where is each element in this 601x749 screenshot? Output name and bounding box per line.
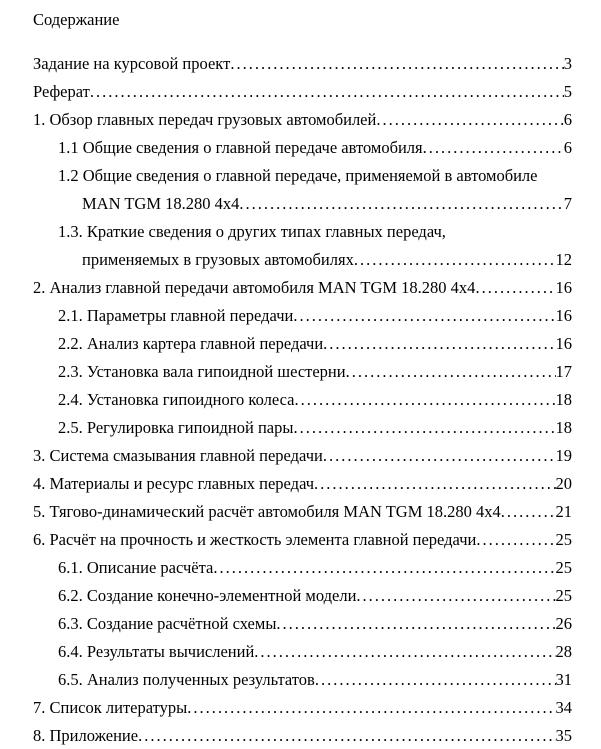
dot-leader	[501, 498, 556, 526]
toc-entry-line	[33, 526, 572, 554]
toc-entry-line	[33, 134, 572, 162]
dot-leader	[293, 302, 555, 330]
toc-entry-text: 3. Система смазывания главной передачи	[33, 446, 323, 465]
toc-entry-line	[33, 638, 572, 666]
toc-page-number: 25	[555, 558, 572, 577]
dot-leader	[315, 666, 556, 694]
toc-entry-line	[33, 246, 572, 274]
toc-entry-line	[33, 106, 572, 134]
toc-entry-text: 4. Материалы и ресурс главных передач	[33, 474, 315, 493]
toc-entry-line	[33, 470, 572, 498]
page-title: Содержание	[33, 10, 120, 29]
toc-entry-line	[33, 694, 572, 722]
dot-leader	[323, 330, 555, 358]
toc-entry-text: 6.1. Описание расчёта	[58, 558, 214, 577]
toc-entry-line	[33, 442, 572, 470]
toc-entry-line	[33, 218, 572, 246]
toc-entry-line	[33, 554, 572, 582]
toc-entry-line	[33, 50, 572, 78]
dot-leader	[346, 358, 556, 386]
toc-entry-text: 6.3. Создание расчётной схемы	[58, 614, 277, 633]
dot-leader	[90, 78, 564, 106]
toc-page-number: 26	[555, 614, 572, 633]
toc-entry-line	[33, 666, 572, 694]
toc-entry-text: 2.2. Анализ картера главной передачи	[58, 334, 324, 353]
toc-entry-text: Задание на курсовой проект	[33, 54, 231, 73]
dot-leader	[475, 274, 555, 302]
toc-entry-line	[33, 386, 572, 414]
toc-entry-text: 5. Тягово-динамический расчёт автомобиля MAN TGM 18.280 4x4	[33, 502, 501, 521]
dot-leader	[356, 582, 555, 610]
dot-leader	[138, 722, 555, 749]
toc-page-number: 18	[555, 390, 572, 409]
toc-entry-text: MAN TGM 18.280 4x4	[82, 194, 240, 213]
toc-entry-text: 2.4. Установка гипоидного колеса	[58, 390, 295, 409]
toc-page-number: 16	[555, 334, 572, 353]
dot-leader	[314, 470, 555, 498]
toc-page-number: 25	[555, 586, 572, 605]
toc-entry-text: 2.1. Параметры главной передачи	[58, 306, 294, 325]
dot-leader	[187, 694, 555, 722]
toc-entry-line	[33, 190, 572, 218]
toc-entry-line	[33, 610, 572, 638]
toc-entry-text: 6.5. Анализ полученных результатов	[58, 670, 315, 689]
toc-page-number: 16	[555, 306, 572, 325]
toc-page-number: 5	[563, 82, 572, 101]
toc-page-number: 6	[563, 138, 572, 157]
toc-page-number: 16	[555, 278, 572, 297]
dot-leader	[294, 386, 555, 414]
toc-page-number: 18	[555, 418, 572, 437]
toc-page-number: 6	[563, 110, 572, 129]
toc-entry-text: 1. Обзор главных передач грузовых автомобилей	[33, 110, 377, 129]
toc-entry-text: 1.2 Общие сведения о главной передаче, применяемой в автомобиле	[58, 166, 538, 185]
dot-leader	[230, 50, 563, 78]
toc-entry-text: 1.1 Общие сведения о главной передаче автомобиля	[58, 138, 423, 157]
toc-entry-text: 6.4. Результаты вычислений	[58, 642, 255, 661]
dot-leader	[354, 246, 556, 274]
toc-page-number: 34	[555, 698, 572, 717]
toc-page-number: 31	[555, 670, 572, 689]
dot-leader	[376, 106, 563, 134]
toc-entry-line	[33, 358, 572, 386]
toc-entry-text: 2.5. Регулировка гипоидной пары	[58, 418, 294, 437]
toc-entry-text: применяемых в грузовых автомобилях	[82, 250, 354, 269]
toc-page-number: 28	[555, 642, 572, 661]
toc-page-number: 21	[555, 502, 572, 521]
dot-leader	[276, 610, 555, 638]
dot-leader	[213, 554, 555, 582]
toc-entry-text: 8. Приложение	[33, 726, 139, 745]
dot-leader	[239, 190, 563, 218]
toc-entry-text: 6.2. Создание конечно-элементной модели	[58, 586, 357, 605]
toc-page-number: 7	[563, 194, 572, 213]
toc-page-number: 20	[555, 474, 572, 493]
toc-entry-line	[33, 722, 572, 749]
toc-entry-line	[33, 302, 572, 330]
dot-leader	[323, 442, 556, 470]
dot-leader	[423, 134, 564, 162]
toc-entry-text: 1.3. Краткие сведения о других типах главных передач,	[58, 222, 446, 241]
toc-entry-text: 6. Расчёт на прочность и жесткость элемента главной передачи	[33, 530, 477, 549]
toc-entry-line	[33, 274, 572, 302]
toc-entry-line	[33, 78, 572, 106]
dot-leader	[476, 526, 555, 554]
toc-page-number: 12	[555, 250, 572, 269]
dot-leader	[293, 414, 555, 442]
toc-entry-text: 7. Список литературы	[33, 698, 188, 717]
dot-leader	[254, 638, 555, 666]
toc-entry-line	[33, 330, 572, 358]
toc-entry-line	[33, 162, 572, 190]
toc-page-number: 3	[563, 54, 572, 73]
toc-entry-text: Реферат	[33, 82, 90, 101]
toc-page-number: 35	[555, 726, 572, 745]
toc-page-number: 17	[555, 362, 572, 381]
table-of-contents	[33, 50, 572, 749]
toc-entry-line	[33, 498, 572, 526]
toc-page-number: 19	[555, 446, 572, 465]
toc-entry-line	[33, 414, 572, 442]
toc-entry-line	[33, 582, 572, 610]
toc-page-number: 25	[555, 530, 572, 549]
toc-entry-text: 2. Анализ главной передачи автомобиля MAN TGM 18.280 4x4	[33, 278, 476, 297]
toc-entry-text: 2.3. Установка вала гипоидной шестерни	[58, 362, 346, 381]
